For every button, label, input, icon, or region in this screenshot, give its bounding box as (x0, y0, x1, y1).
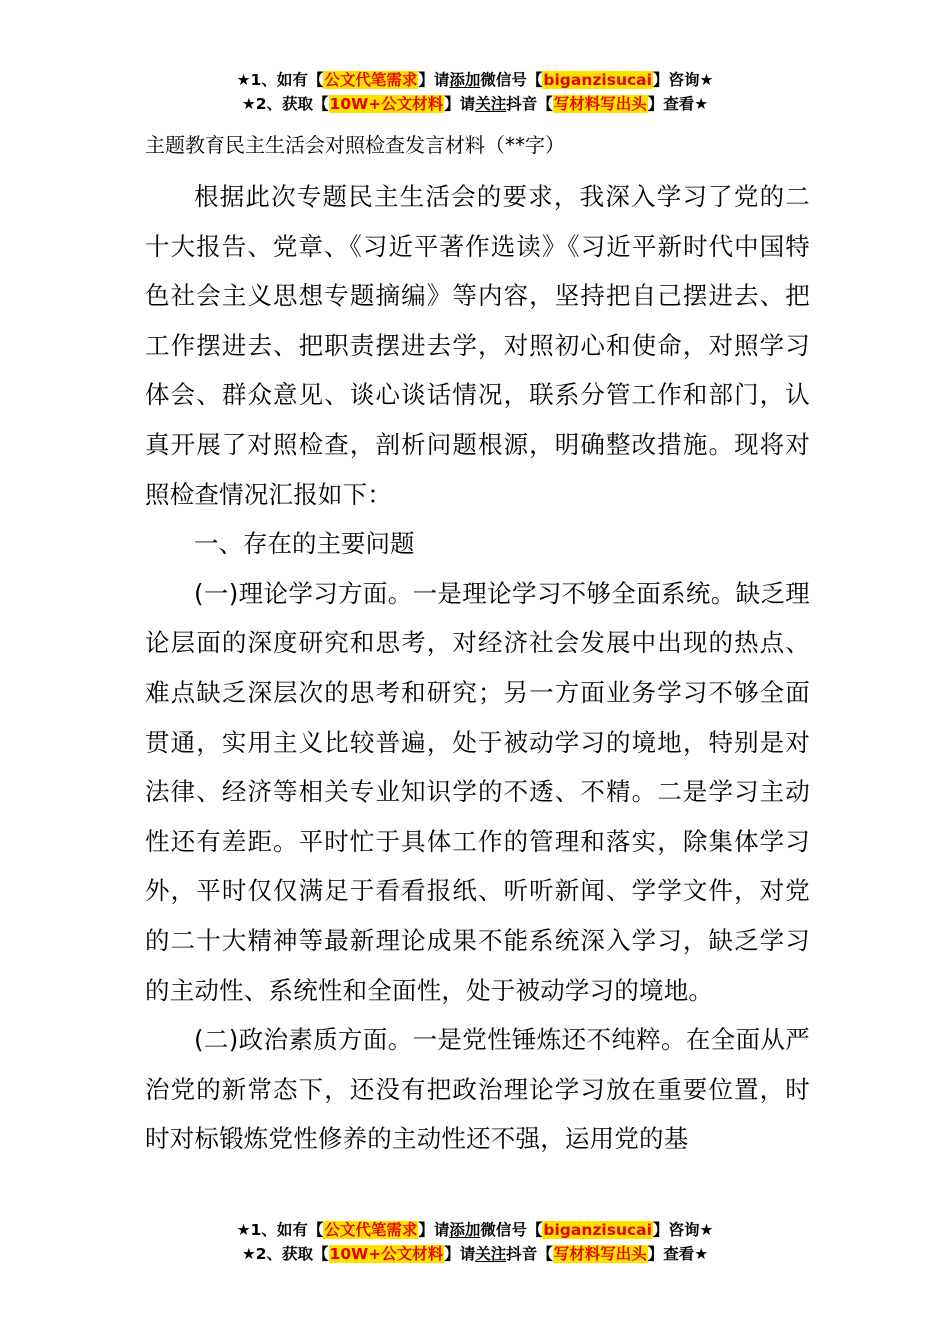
intro-paragraph: 根据此次专题民主生活会的要求，我深入学习了党的二十大报告、党章、《习近平著作选读》《习近平新时代中国特色社会主义思想专题摘编》等内容，坚持把自己摆进去、把工作摆进去、把职责摆进去学，对照初心和使命，对照学习体会、群众意见、谈心谈话情况，联系分管工作和部门，认真开展了对照检查，剖析问题根源，明确整改措施。现将对照检查情况汇报如下： (145, 182, 810, 509)
promo-underlined: 添加 (449, 71, 481, 89)
promo-text: 】咨询★ (652, 71, 714, 89)
promo-text: 】请 (418, 71, 450, 89)
promo-text: 抖音【 (506, 1245, 553, 1263)
promo-line-2 (0, 1242, 950, 1266)
promo-underlined: 关注 (475, 95, 507, 113)
promo-underlined: 添加 (449, 1221, 481, 1239)
promo-text: ★2、获取【 (241, 1245, 329, 1263)
highlight-ghostwriting: 公文代笔需求 (324, 71, 418, 89)
document-body (145, 128, 810, 1164)
section-heading: 一、存在的主要问题 (194, 529, 415, 559)
promo-text: 微信号【 (480, 71, 543, 89)
promo-text: 微信号【 (480, 1221, 543, 1239)
promo-text: 抖音【 (506, 95, 553, 113)
promo-text: 】查看★ (647, 1245, 709, 1263)
promo-line-1 (0, 68, 950, 92)
promo-text: 】请 (444, 95, 476, 113)
highlight-materials: 10W+公文材料 (329, 95, 444, 113)
theory-study-paragraph: (一)理论学习方面。一是理论学习不够全面系统。缺乏理论层面的深度研究和思考，对经济社会发展中出现的热点、难点缺乏深层次的思考和研究；另一方面业务学习不够全面贯通，实用主义比较普遍，处于被动学习的境地，特别是对法律、经济等相关专业知识学的不透、不精。二是学习主动性还有差距。平时忙于具体工作的管理和落实，除集体学习外，平时仅仅满足于看看报纸、听听新闻、学学文件，对党的二十大精神等最新理论成果不能系统深入学习，缺乏学习的主动性、系统性和全面性，处于被动学习的境地。 (145, 578, 810, 1005)
promo-banner-top (0, 68, 950, 116)
highlight-materials: 10W+公文材料 (329, 1245, 444, 1263)
political-quality-paragraph: (二)政治素质方面。一是党性锤炼还不纯粹。在全面从严治党的新常态下，还没有把政治理论学习放在重要位置，时时对标锻炼党性修养的主动性还不强，运用党的基 (145, 1025, 810, 1154)
highlight-wechat-id: biganzisucai (543, 71, 652, 89)
promo-text: ★2、获取【 (241, 95, 329, 113)
promo-text: ★1、如有【 (236, 1221, 324, 1239)
promo-underlined: 关注 (475, 1245, 507, 1263)
promo-text: 】请 (444, 1245, 476, 1263)
promo-text: 】请 (418, 1221, 450, 1239)
highlight-ghostwriting: 公文代笔需求 (324, 1221, 418, 1239)
promo-text: ★1、如有【 (236, 71, 324, 89)
highlight-douyin: 写材料写出头 (553, 95, 647, 113)
promo-text: 】咨询★ (652, 1221, 714, 1239)
highlight-wechat-id: biganzisucai (543, 1221, 652, 1239)
promo-banner-bottom (0, 1218, 950, 1266)
promo-text: 】查看★ (647, 95, 709, 113)
highlight-douyin: 写材料写出头 (553, 1245, 647, 1263)
promo-line-2 (0, 92, 950, 116)
promo-line-1 (0, 1218, 950, 1242)
document-title: 主题教育民主生活会对照检查发言材料（**字） (145, 133, 565, 157)
